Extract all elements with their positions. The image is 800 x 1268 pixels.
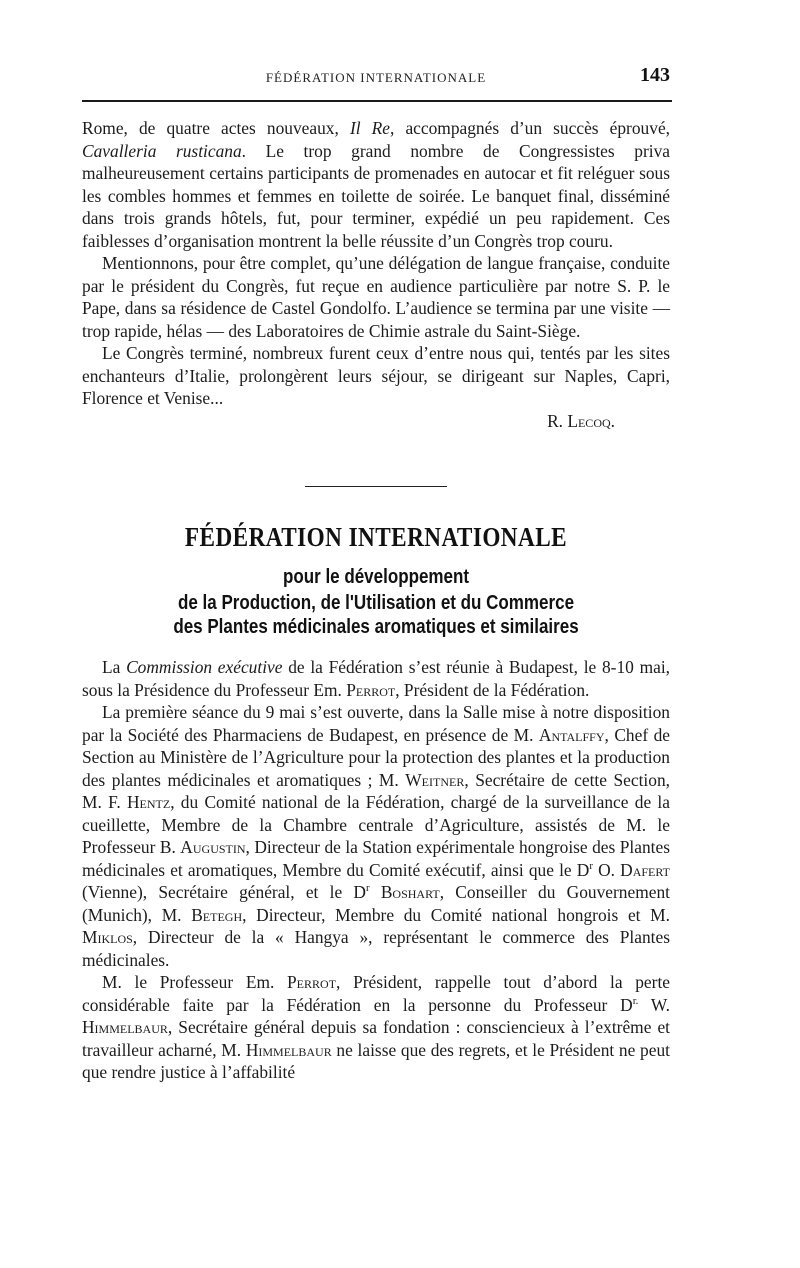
article-paragraph: La Commission exécutive de la Fédération s’est réunie à Budapest, le 8-10 mai, sous la Présidence du Professeur Em. Perrot, Président de la Fédération. xyxy=(82,657,671,700)
section-subtitle-line-2: de la Production, de l'Utilisation et du Commerce xyxy=(177,592,575,614)
running-header xyxy=(82,64,670,92)
section-title: FÉDÉRATION INTERNATIONALE xyxy=(184,522,568,552)
previous-article-paragraph: Le Congrès terminé, nombreux furent ceux d’entre nous qui, tentés par les sites enchanteurs d’Italie, prolongèrent leurs séjour, se dirigeant sur Naples, Capri, Florence et Venise... xyxy=(82,343,670,408)
header-rule xyxy=(82,100,672,102)
section-divider xyxy=(305,486,447,487)
section-subtitle-line-3: des Plantes médicinales aromatiques et similaires xyxy=(173,616,579,638)
page-number: 143 xyxy=(640,64,670,86)
author-signature: R. Lecoq. xyxy=(547,410,615,431)
previous-article-paragraph: Rome, de quatre actes nouveaux, Il Re, accompagnés d’un succès éprouvé, Cavalleria rusticana. Le trop grand nombre de Congressistes priva malheureusement certains participants de promenades en autocar et fit reléguer sous les combles hommes et femmes en toilette de soirée. Le banquet final, disséminé dans trois grands hôtels, fut, pour terminer, expédié un peu rapidement. Ces faiblesses d’organisation montrent la belle réussite d’un Congrès trop couru. xyxy=(82,118,671,251)
previous-article-paragraph: Mentionnons, pour être complet, qu’une délégation de langue française, conduite par le président du Congrès, fut reçue en audience particulière par notre S. P. le Pape, dans sa résidence de Castel Gondolfo. L’audience se termina par une visite — trop rapide, hélas — des Laboratoires de Chimie astrale du Saint-Siège. xyxy=(82,253,670,341)
article-text xyxy=(82,656,670,1084)
previous-article-text xyxy=(82,117,670,432)
article-paragraph: M. le Professeur Em. Perrot, Président, rappelle tout d’abord la perte considérable faite par la Fédération en la personne du Professeur $D^{r.}$ W. Himmelbaur, Secrétaire général depuis sa fondation : consciencieux à l’extrême et travailleur acharné, M. Himmelbaur ne laisse que des regrets, et le Président ne peut que rendre justice à l’affabilité xyxy=(82,972,670,1082)
running-title: FÉDÉRATION INTERNATIONALE xyxy=(265,70,487,85)
section-subtitle-line-1: pour le développement xyxy=(282,566,470,588)
article-paragraph: La première séance du 9 mai s’est ouverte, dans la Salle mise à notre disposition par la Société des Pharmaciens de Budapest, en présence de M. Antalffy, Chef de Section au Ministère de l’Agriculture pour la protection des plantes et la production des plantes médicinales et aromatiques ; M. Weitner, Secrétaire de cette Section, M. F. Hentz, du Comité national de la Fédération, chargé de la surveillance de la cueillette, Membre de la Chambre centrale d’Agriculture, assistés de M. le Professeur B. Augustin, Directeur de la Station expérimentale hongroise des Plantes médicinales et aromatiques, Membre du Comité exécutif, ainsi que le $D^r$ O. Dafert (Vienne), Secrétaire général, et le $D^r$ Boshart, Conseiller du Gouvernement (Munich), M. Betegh, Directeur, Membre du Comité national hongrois et M. Miklos, Directeur de la « Hangya », représentant le commerce des Plantes médicinales. xyxy=(82,702,670,970)
